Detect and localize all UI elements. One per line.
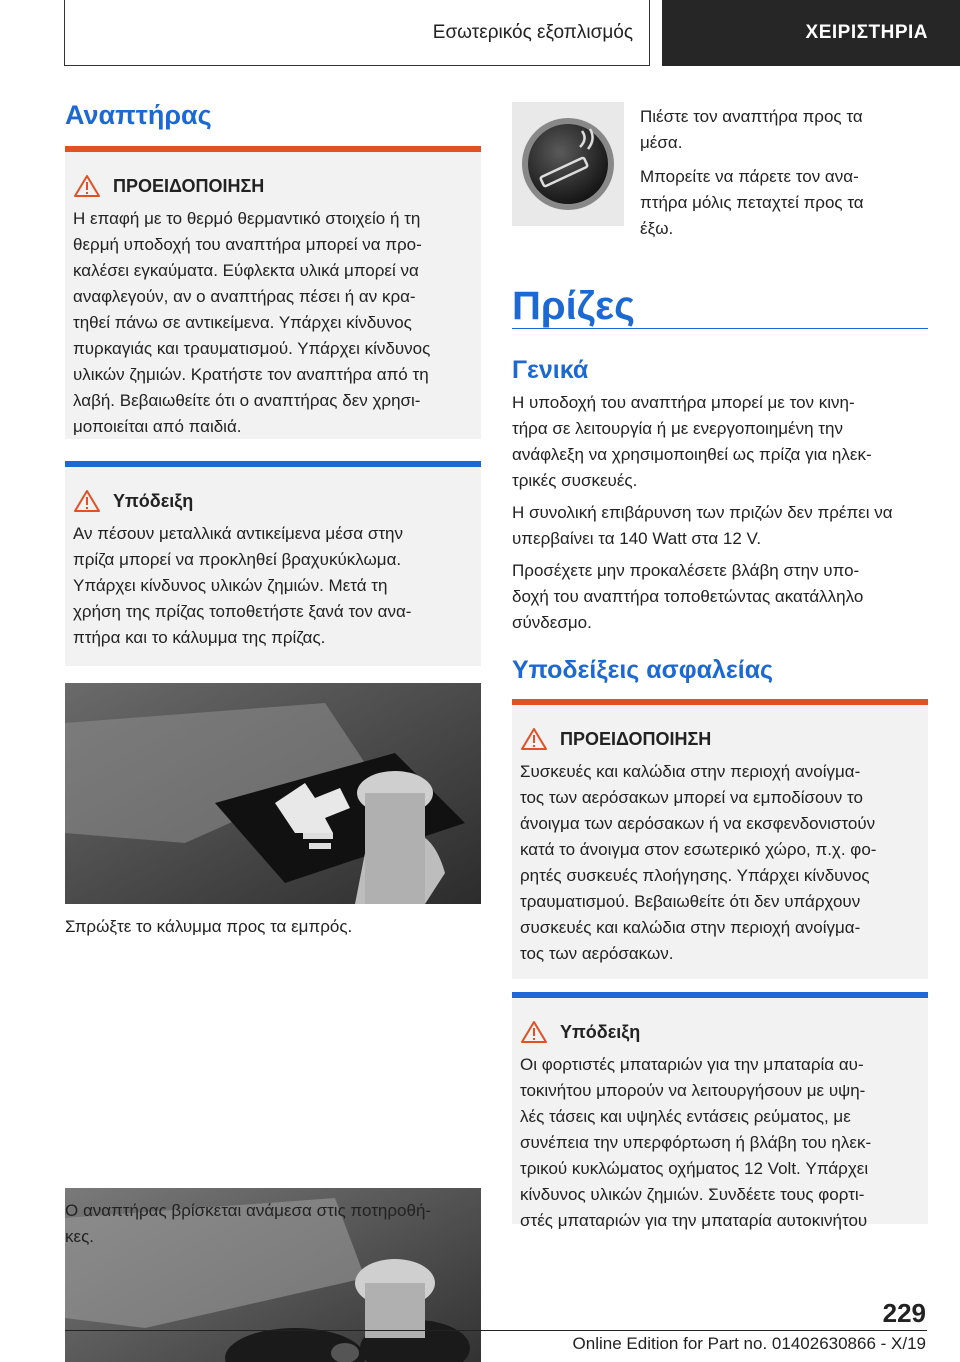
general-section xyxy=(512,356,928,385)
chapter-rule xyxy=(512,328,928,329)
sockets-chapter xyxy=(512,284,928,329)
safety-note-text: Οι φορτιστές μπαταριών για την μπαταρία αυ- τοκινήτου μπορούν να λειτουργήσουν με υψη- λές τάσεις και υψηλές εντάσεις ρεύματος, με συνέπεια την υπερφόρτωση ή βλάβη του ηλεκ- τρικού κυκλώματος οχήματος 12 Volt. Υπάρχει κίνδυνος υλικών ζημιών. Συνδέετε τους φορτι- στές μπαταριών για την μπαταρία αυτοκινήτου xyxy=(520,1055,872,1230)
edition-note: Online Edition for Part no. 01402630866 - X/19 xyxy=(572,1334,926,1353)
safety-heading: Υποδείξεις ασφαλείας xyxy=(512,656,774,684)
lighter-heading: Αναπτήρας xyxy=(65,100,212,130)
warning-triangle-icon xyxy=(520,727,548,751)
warning-label: ΠΡΟΕΙΔΟΠΟΙΗΣΗ xyxy=(560,728,712,749)
warning-triangle-icon xyxy=(520,1020,548,1044)
cupholder-caption: Ο αναπτήρας βρίσκεται ανάμεσα στις ποτηροθή- κες. xyxy=(65,1201,432,1246)
warning-triangle-icon xyxy=(73,489,101,513)
sockets-heading: Πρίζες xyxy=(512,284,635,328)
footer-divider xyxy=(65,1330,927,1331)
header-manual-tab xyxy=(662,0,960,66)
general-heading: Γενικά xyxy=(512,356,589,384)
page-number: 229 xyxy=(882,1298,926,1328)
cover-push-illustration xyxy=(65,683,481,904)
safety-warning-text: Συσκευές και καλώδια στην περιοχή ανοίγμα- τος των αερόσακων μπορεί να εμποδίσουν το άνοιγμα των αερόσακων ή να εκσφενδονιστούν κατά το άνοιγμα στον εσωτερικό χώρο, π.χ. φο- ρητές συσκευές πλοήγησης. Υπάρχει κίνδυνος τραυματισμού. Βεβαιωθείτε ότι δεν υπάρχουν συσκευές και καλώδια στην περιοχή ανοίγμα- τος των αερόσακων. xyxy=(520,762,877,963)
cigarette-lighter-icon xyxy=(518,109,618,219)
header-manual-label: ΧΕΙΡΙΣΤΗΡΙΑ xyxy=(805,22,928,43)
cover-push-photo xyxy=(65,683,481,904)
lighter-instructions: Πιέστε τον αναπτήρα προς τα μέσα. Μπορείτε να πάρετε τον ανα- πτήρα μόλις πεταχτεί προς τα έξω. xyxy=(640,107,864,238)
safety-note-box xyxy=(512,992,928,1230)
safety-section xyxy=(512,656,928,685)
lighter-note-text: Αν πέσουν μεταλλικά αντικείμενα μέσα στην πρίζα μπορεί να προκληθεί βραχυκύκλωμα. Υπάρχει κίνδυνος υλικών ζημιών. Μετά τη χρήση της πρίζας τοποθετήστε ξανά τον ανα- πτήρα και το κάλυμμα της πρίζας. xyxy=(73,524,412,647)
general-paragraph-2: Η συνολική επιβάρυνση των πριζών δεν πρέπει να υπερβαίνει τα 140 Watt στα 12 V. xyxy=(512,503,893,548)
lighter-warning-text: Η επαφή με το θερμό θερμαντικό στοιχείο ή τη θερμή υποδοχή του αναπτήρα μπορεί να προ- καλέσει εγκαύματα. Εύφλεκτα υλικά μπορεί να αναφλεγούν, αν ο αναπτήρας πέσει ή αν κρα- τηθεί πάνω σε αντικείμενα. Υπάρχει κίνδυνος πυρκαγιάς και τραυματισμού. Υπάρχει κίνδυνος υλικών ζημιών. Κρατήστε τον αναπτήρα από τη λαβή. Βεβαιωθείτε ότι ο αναπτήρας δεν χρησι- μοποιείται από παιδιά. xyxy=(73,209,431,436)
general-paragraph-3: Προσέχετε μην προκαλέσετε βλάβη στην υπο- δοχή του αναπτήρα τοποθετώντας ακατάλληλο σύνδεσμο. xyxy=(512,561,864,632)
note-label: Υπόδειξη xyxy=(560,1021,641,1042)
warning-label: ΠΡΟΕΙΔΟΠΟΙΗΣΗ xyxy=(113,175,265,196)
warning-triangle-icon xyxy=(73,174,101,198)
general-paragraph-1: Η υποδοχή του αναπτήρα μπορεί με τον κινη- τήρα σε λειτουργία ή με ενεργοποιημένη την ανάφλεξη να χρησιμοποιηθεί ως πρίζα για ηλεκ- τρικές συσκευές. xyxy=(512,393,872,490)
header-section-label: Εσωτερικός εξοπλισμός xyxy=(432,21,633,43)
safety-warning-box xyxy=(512,699,928,979)
lighter-note-box xyxy=(65,461,481,666)
header-section-tab xyxy=(64,0,650,66)
lighter-button-photo xyxy=(512,102,624,226)
cover-push-caption: Σπρώξτε το κάλυμμα προς τα εμπρός. xyxy=(65,917,353,936)
lighter-warning-box xyxy=(65,146,481,439)
note-label: Υπόδειξη xyxy=(113,490,194,511)
lighter-section xyxy=(65,100,481,131)
